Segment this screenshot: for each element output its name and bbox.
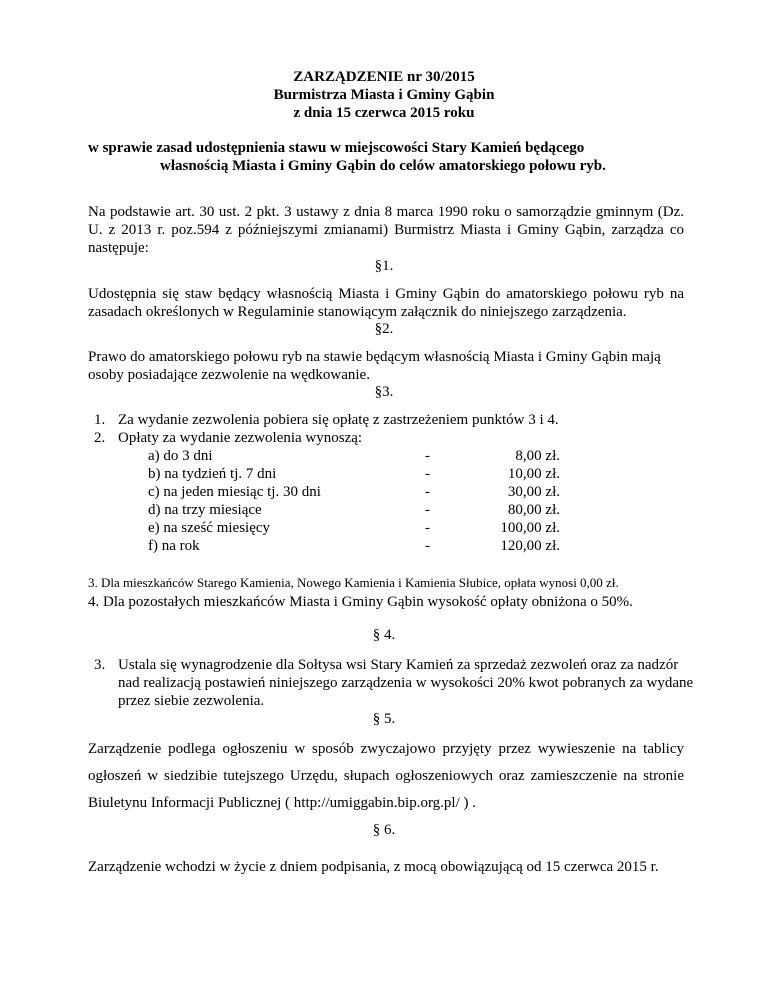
fee-amount: 120,00 zł.: [500, 538, 560, 554]
fee-label: d) na trzy miesiące: [148, 502, 262, 518]
section-4-text-line-1: Ustala się wynagrodzenie dla Sołtysa wsi Stary Kamień za sprzedaż zezwoleń oraz za nadzór: [118, 657, 679, 673]
fee-label: a) do 3 dni: [148, 448, 213, 464]
document-date: z dnia 15 czerwca 2015 roku: [293, 105, 475, 121]
section-5-heading: § 5.: [372, 711, 396, 727]
fee-amount: 8,00 zł.: [515, 448, 560, 464]
section-1-text: Udostępnia się staw będący własnością Miasta i Gminy Gąbin do amatorskiego połowu ryb na zasadach określonych w Regulaminie stanowiącym załącznik do niniejszego zarządzenia.: [88, 286, 684, 320]
list-number: 3.: [94, 657, 106, 673]
list-number: 2.: [94, 430, 106, 446]
fee-dash: -: [425, 538, 430, 554]
fee-label: b) na tydzień tj. 7 dni: [148, 466, 277, 482]
subject-line-1: w sprawie zasad udostępnienia stawu w miejscowości Stary Kamień będącego: [88, 140, 585, 156]
section-2-text-line-2: osoby posiadające zezwolenie na wędkowanie.: [88, 367, 370, 383]
fee-amount: 100,00 zł.: [500, 520, 560, 536]
section-5-text: Zarządzenie podlega ogłoszeniu w sposób zwyczajowo przyjęty przez wywieszenie na tablicy ogłoszeń w siedzibie tutejszego Urzędu, słupach ogłoszeniowych oraz zamieszczenie na stronie Biuletynu Informacji Publicznej ( http://umiggabin.bip.org.pl/ ) .: [88, 741, 684, 811]
document-issuer: Burmistrza Miasta i Gminy Gąbin: [273, 87, 495, 103]
fee-discount-note: 4. Dla pozostałych mieszkańców Miasta i Gminy Gąbin wysokość opłaty obniżona o 50%.: [88, 594, 633, 610]
subject-line-2: własnością Miasta i Gminy Gąbin do celów amatorskiego połowu ryb.: [160, 158, 606, 174]
fee-dash: -: [425, 448, 430, 464]
section-4-text-line-3: przez siebie zezwolenia.: [118, 693, 265, 709]
fee-label: c) na jeden miesiąc tj. 30 dni: [148, 484, 321, 500]
section-2-heading: §2.: [374, 321, 394, 337]
section-6-heading: § 6.: [372, 822, 396, 838]
fee-dash: -: [425, 520, 430, 536]
list-number: 1.: [94, 412, 106, 428]
fee-dash: -: [425, 466, 430, 482]
preamble: Na podstawie art. 30 ust. 2 pkt. 3 ustawy z dnia 8 marca 1990 roku o samorządzie gminnym (Dz. U. z 2013 r. poz.594 z późniejszymi zmianami) Burmistrz Miasta i Gminy Gąbin, zarządza co następuje:: [88, 204, 684, 256]
document-title: ZARZĄDZENIE nr 30/2015: [293, 69, 475, 85]
fee-dash: -: [425, 484, 430, 500]
fee-label: f) na rok: [148, 538, 200, 554]
section-1-heading: §1.: [374, 258, 394, 274]
fee-label: e) na sześć miesięcy: [148, 520, 271, 536]
fee-amount: 10,00 zł.: [507, 466, 560, 482]
section-3-heading: §3.: [374, 384, 394, 400]
section-6-text: Zarządzenie wchodzi w życie z dniem podpisania, z mocą obowiązującą od 15 czerwca 2015 r.: [88, 859, 659, 875]
fee-exemption-note: 3. Dla mieszkańców Starego Kamienia, Nowego Kamienia i Kamienia Słubice, opłata wynosi 0,00 zł.: [88, 575, 619, 590]
fee-dash: -: [425, 502, 430, 518]
fee-amount: 30,00 zł.: [507, 484, 560, 500]
section-4-heading: § 4.: [372, 627, 396, 643]
section-2-text-line-1: Prawo do amatorskiego połowu ryb na stawie będącym własnością Miasta i Gminy Gąbin mają: [88, 349, 661, 365]
fee-amount: 80,00 zł.: [507, 502, 560, 518]
fee-list-intro: Opłaty za wydanie zezwolenia wynoszą:: [118, 430, 363, 446]
fee-rule-item: Za wydanie zezwolenia pobiera się opłatę z zastrzeżeniem punktów 3 i 4.: [118, 412, 559, 428]
section-4-text-line-2: nad realizacją postawień niniejszego zarządzenia w wysokości 20% kwot pobranych za wydane: [118, 675, 694, 691]
